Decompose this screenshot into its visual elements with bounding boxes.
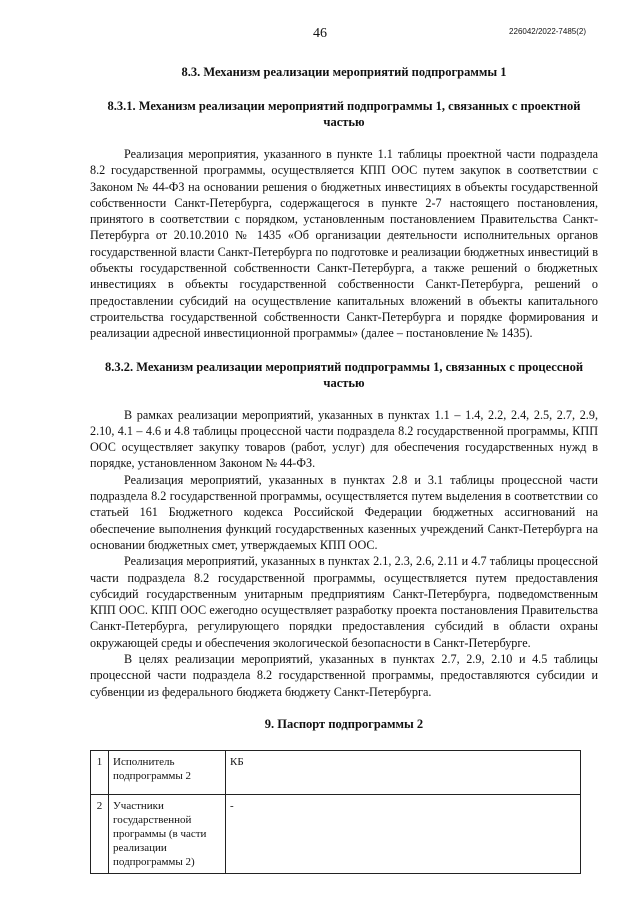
- row-label: Участники государственной программы (в части реализации подпрограммы 2): [109, 794, 226, 873]
- subsection-8-3-2-text: [90, 407, 598, 700]
- section-9-title: 9. Паспорт подпрограммы 2: [264, 716, 424, 731]
- paragraph: Реализация мероприятий, указанных в пунктах 2.8 и 3.1 таблицы процессной части подраздела 8.2 государственной программы, осуществляется путем выделения в соответствии со статьей 161 Бюджетного кодекса Российской Федерации бюджетных ассигнований на обеспечение выполнения функций государственных казенных учреждений Санкт-Петербурга на основании бюджетных смет, утверждаемых КПП ООС.: [90, 472, 598, 552]
- subsection-8-3-2-title: 8.3.2. Механизм реализации мероприятий подпрограммы 1, связанных с процессной частью: [104, 359, 584, 390]
- page-number: 46: [313, 26, 327, 41]
- subsection-8-3-1-text: [90, 146, 598, 342]
- section-8-3-title: 8.3. Механизм реализации мероприятий подпрограммы 1: [181, 65, 507, 79]
- passport-table: [90, 750, 581, 874]
- table-row: [91, 750, 581, 794]
- row-number: 1: [91, 750, 109, 794]
- paragraph: Реализация мероприятий, указанных в пунктах 2.1, 2.3, 2.6, 2.11 и 4.7 таблицы процессной части подраздела 8.2 государственной программы, осуществляется путем предоставления субсидий государственным унитарным предприятиям Санкт-Петербурга, подведомственным КПП ООС. КПП ООС ежегодно осуществляет разработку проекта постановления Правительства Санкт-Петербурга, регулирующего порядки предоставления субсидий в области охраны окружающей среды и обеспечения экологической безопасности в Санкт-Петербурге.: [90, 554, 598, 650]
- document-id: 226042/2022-7485(2): [509, 27, 586, 36]
- paragraph: Реализация мероприятия, указанного в пункте 1.1 таблицы проектной части подраздела 8.2 государственной программы, осуществляется КПП ООС путем закупок в соответствии с Законом № 44-ФЗ на основании решения о бюджетных инвестициях в объекты государственной собственности Санкт-Петербурга, содержащегося в пункте 2-7 настоящего постановления, принятого в соответствии с порядком, установленным постановлением Правительства Санкт-Петербурга от 20.10.2010 № 1435 «Об организации деятельности исполнительных органов государственной власти Санкт-Петербурга по подготовке и реализации бюджетных инвестиций в объекты государственной собственности Санкт-Петербурга, а также решений о бюджетных инвестициях в объекты государственной собственности Санкт-Петербурга, решений о предоставлении субсидий на осуществление капитальных вложений в объекты капитального строительства государственной собственности Санкт-Петербурга и порядке формирования и реализации адресной инвестиционной программы» (далее – постановление № 1435).: [90, 147, 598, 341]
- paragraph: В рамках реализации мероприятий, указанных в пунктах 1.1 – 1.4, 2.2, 2.4, 2.5, 2.7, 2.9, 2.10, 4.1 – 4.6 и 4.8 таблицы процессной части подраздела 8.2 государственной программы, КПП ООС осуществляет закупку товаров (работ, услуг) для обеспечения государственных нужд в порядке, установленном Законом № 44-ФЗ.: [90, 407, 598, 471]
- row-number: 2: [91, 794, 109, 873]
- row-value: КБ: [226, 750, 581, 794]
- table-row: [91, 794, 581, 873]
- paragraph: В целях реализации мероприятий, указанных в пунктах 2.7, 2.9, 2.10 и 4.5 таблицы процессной части подраздела 8.2 государственной программы, предоставляются субсидии и субвенции из федерального бюджета бюджету Санкт-Петербурга.: [90, 652, 598, 699]
- row-label: Исполнитель подпрограммы 2: [109, 750, 226, 794]
- document-body: [90, 64, 598, 874]
- subsection-8-3-1-title: 8.3.1. Механизм реализации мероприятий подпрограммы 1, связанных с проектной частью: [107, 99, 581, 129]
- row-value: -: [226, 794, 581, 873]
